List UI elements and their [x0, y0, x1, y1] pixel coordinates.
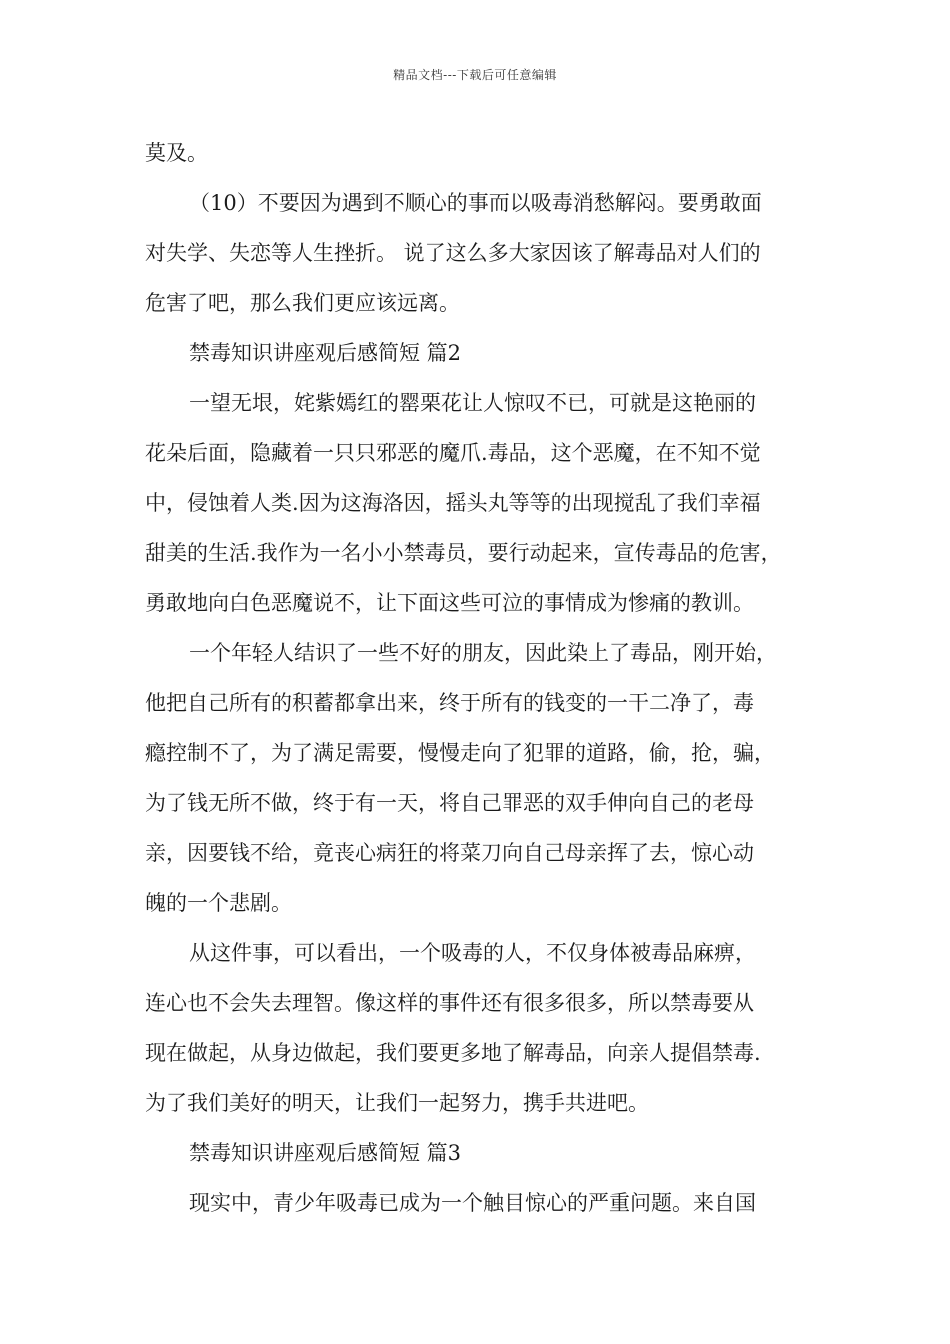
text-line: 现实中，青少年吸毒已成为一个触目惊心的严重问题。来自国: [189, 1191, 756, 1215]
text-line: 花朵后面，隐藏着一只只邪恶的魔爪.毒品，这个恶魔，在不知不觉: [145, 441, 761, 465]
text-line: 甜美的生活.我作为一名小小禁毒员，要行动起来，宣传毒品的危害，: [145, 541, 782, 565]
document-body: [145, 128, 810, 1228]
text-line: 亲，因要钱不给，竟丧心病狂的将菜刀向自己母亲挥了去，惊心动: [145, 841, 754, 865]
text-line: 魄的一个悲剧。: [145, 891, 292, 915]
text-line: 现在做起，从身边做起，我们要更多地了解毒品，向亲人提倡禁毒.: [145, 1041, 761, 1065]
text-line: 危害了吧，那么我们更应该远离。: [145, 291, 460, 315]
text-line: 瘾控制不了，为了满足需要，慢慢走向了犯罪的道路，偷，抢，骗，: [145, 741, 775, 765]
text-line: 莫及。: [145, 141, 208, 165]
text-line: （10）不要因为遇到不顺心的事而以吸毒消愁解闷。要勇敢面: [189, 191, 762, 215]
text-line: 他把自己所有的积蓄都拿出来，终于所有的钱变的一干二净了，毒: [145, 691, 754, 715]
text-line: 勇敢地向白色恶魔说不，让下面这些可泣的事情成为惨痛的教训。: [145, 591, 754, 615]
text-line: 为了钱无所不做，终于有一天，将自己罪恶的双手伸向自己的老母: [145, 791, 754, 815]
section-heading: 禁毒知识讲座观后感简短 篇3: [189, 1141, 462, 1165]
text-line: 中，侵蚀着人类.因为这海洛因，摇头丸等等的出现搅乱了我们幸福: [145, 491, 761, 515]
section-heading: 禁毒知识讲座观后感简短 篇2: [189, 341, 462, 365]
text-line: 为了我们美好的明天，让我们一起努力，携手共进吧。: [145, 1091, 649, 1115]
text-line: 一望无垠，姹紫嫣红的罂栗花让人惊叹不已，可就是这艳丽的: [189, 391, 756, 415]
text-line: 一个年轻人结识了一些不好的朋友，因此染上了毒品，刚开始，: [189, 641, 777, 665]
text-line: 从这件事，可以看出，一个吸毒的人，不仅身体被毒品麻痹，: [189, 941, 756, 965]
page-header: 精品文档---下载后可任意编辑: [393, 68, 557, 82]
text-line: 对失学、失恋等人生挫折。 说了这么多大家因该了解毒品对人们的: [145, 241, 761, 265]
text-line: 连心也不会失去理智。像这样的事件还有很多很多，所以禁毒要从: [145, 991, 754, 1015]
